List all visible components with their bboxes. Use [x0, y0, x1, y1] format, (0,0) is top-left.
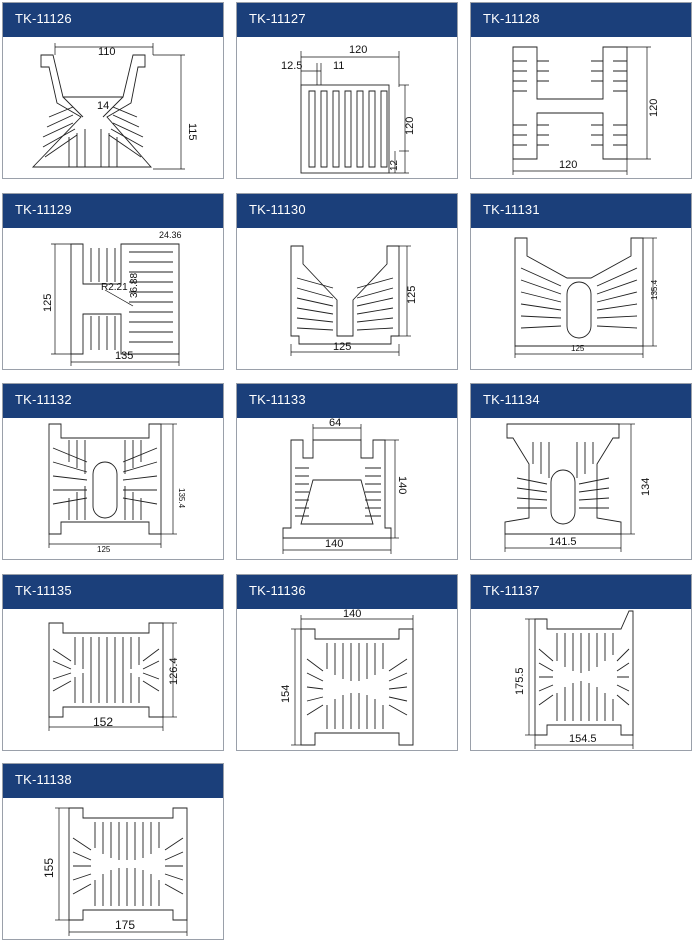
- card-header: [237, 384, 457, 418]
- dimension-height: 140: [396, 476, 408, 495]
- dimension-gap: 14: [97, 100, 110, 112]
- profile-drawing: [3, 37, 223, 178]
- profile-drawing: [237, 228, 457, 369]
- card-header: [3, 384, 223, 418]
- product-card-tk-11127: [236, 2, 458, 179]
- dimension-width: 135: [115, 350, 134, 362]
- profile-drawing: [3, 609, 223, 750]
- product-card-tk-11129: [2, 193, 224, 370]
- dimension-height: 154: [280, 684, 292, 703]
- card-header: [237, 3, 457, 37]
- dimension-width: 110: [98, 46, 116, 58]
- card-header: [471, 3, 691, 37]
- dimension-height: 125: [406, 285, 418, 304]
- profile-drawing: [237, 609, 457, 750]
- profile-drawing: [3, 418, 223, 559]
- dimension-height: 125: [42, 293, 54, 312]
- card-header: [3, 3, 223, 37]
- dimension-width: 140: [325, 538, 344, 550]
- dimension-width: 141.5: [549, 536, 577, 548]
- dimension-offset: 12.5: [281, 60, 303, 72]
- product-card-tk-11132: [2, 383, 224, 560]
- dimension-width: 175: [115, 918, 136, 932]
- dimension-fin: 36.88: [129, 272, 140, 298]
- model-title: TK-11136: [249, 583, 306, 598]
- dimension-height: 120: [648, 98, 660, 117]
- model-title: TK-11137: [483, 583, 540, 598]
- product-card-tk-11134: [470, 383, 692, 560]
- product-card-tk-11138: [2, 763, 224, 940]
- dimension-height: 135.4: [650, 279, 659, 300]
- profile-drawing: [471, 609, 691, 750]
- model-title: TK-11126: [15, 11, 72, 26]
- profile-drawing: [471, 37, 691, 178]
- model-title: TK-11135: [15, 583, 72, 598]
- card-header: [471, 194, 691, 228]
- product-card-tk-11137: [470, 574, 692, 751]
- model-title: TK-11138: [15, 772, 72, 787]
- profile-drawing: [471, 418, 691, 559]
- dimension-width: 120: [349, 44, 368, 56]
- card-header: [237, 575, 457, 609]
- dimension-width: 152: [93, 715, 114, 729]
- model-title: TK-11132: [15, 392, 72, 407]
- product-card-tk-11130: [236, 193, 458, 370]
- dimension-height: 134: [640, 477, 652, 496]
- dimension-top: 24.36: [159, 230, 182, 240]
- dimension-width: 154.5: [569, 733, 597, 745]
- card-header: [471, 575, 691, 609]
- card-header: [471, 384, 691, 418]
- profile-drawing: [471, 228, 691, 369]
- dimension-width: 125: [333, 341, 352, 353]
- card-header: [237, 194, 457, 228]
- profile-drawing: [237, 37, 457, 178]
- dimension-width: 125: [97, 545, 111, 554]
- dimension-height: 126.4: [168, 657, 180, 685]
- model-title: TK-11127: [249, 11, 306, 26]
- profile-drawing: [3, 228, 223, 369]
- dimension-height: 155: [42, 857, 56, 878]
- card-header: [3, 575, 223, 609]
- dimension-height: 135.4: [177, 488, 186, 509]
- card-header: [3, 764, 223, 798]
- model-title: TK-11131: [483, 202, 540, 217]
- dimension-pitch: 11: [333, 60, 345, 72]
- card-header: [3, 194, 223, 228]
- product-card-tk-11136: [236, 574, 458, 751]
- dimension-height: 175.5: [514, 667, 526, 695]
- dimension-width: 125: [571, 344, 585, 353]
- model-title: TK-11130: [249, 202, 306, 217]
- product-card-tk-11131: [470, 193, 692, 370]
- dimension-top: 64: [329, 418, 342, 429]
- dimension-radius: R2.21: [101, 282, 128, 293]
- model-title: TK-11133: [249, 392, 306, 407]
- profile-drawing: [3, 798, 223, 939]
- dimension-width: 120: [559, 159, 578, 171]
- profile-drawing: [237, 418, 457, 559]
- product-card-tk-11133: [236, 383, 458, 560]
- dimension-height: 115: [186, 123, 198, 141]
- model-title: TK-11134: [483, 392, 540, 407]
- dimension-width: 140: [343, 609, 362, 620]
- dimension-height: 120: [404, 116, 416, 135]
- product-card-tk-11126: [2, 2, 224, 179]
- product-card-tk-11128: [470, 2, 692, 179]
- product-card-tk-11135: [2, 574, 224, 751]
- model-title: TK-11128: [483, 11, 540, 26]
- model-title: TK-11129: [15, 202, 72, 217]
- dimension-base: 12: [389, 159, 400, 171]
